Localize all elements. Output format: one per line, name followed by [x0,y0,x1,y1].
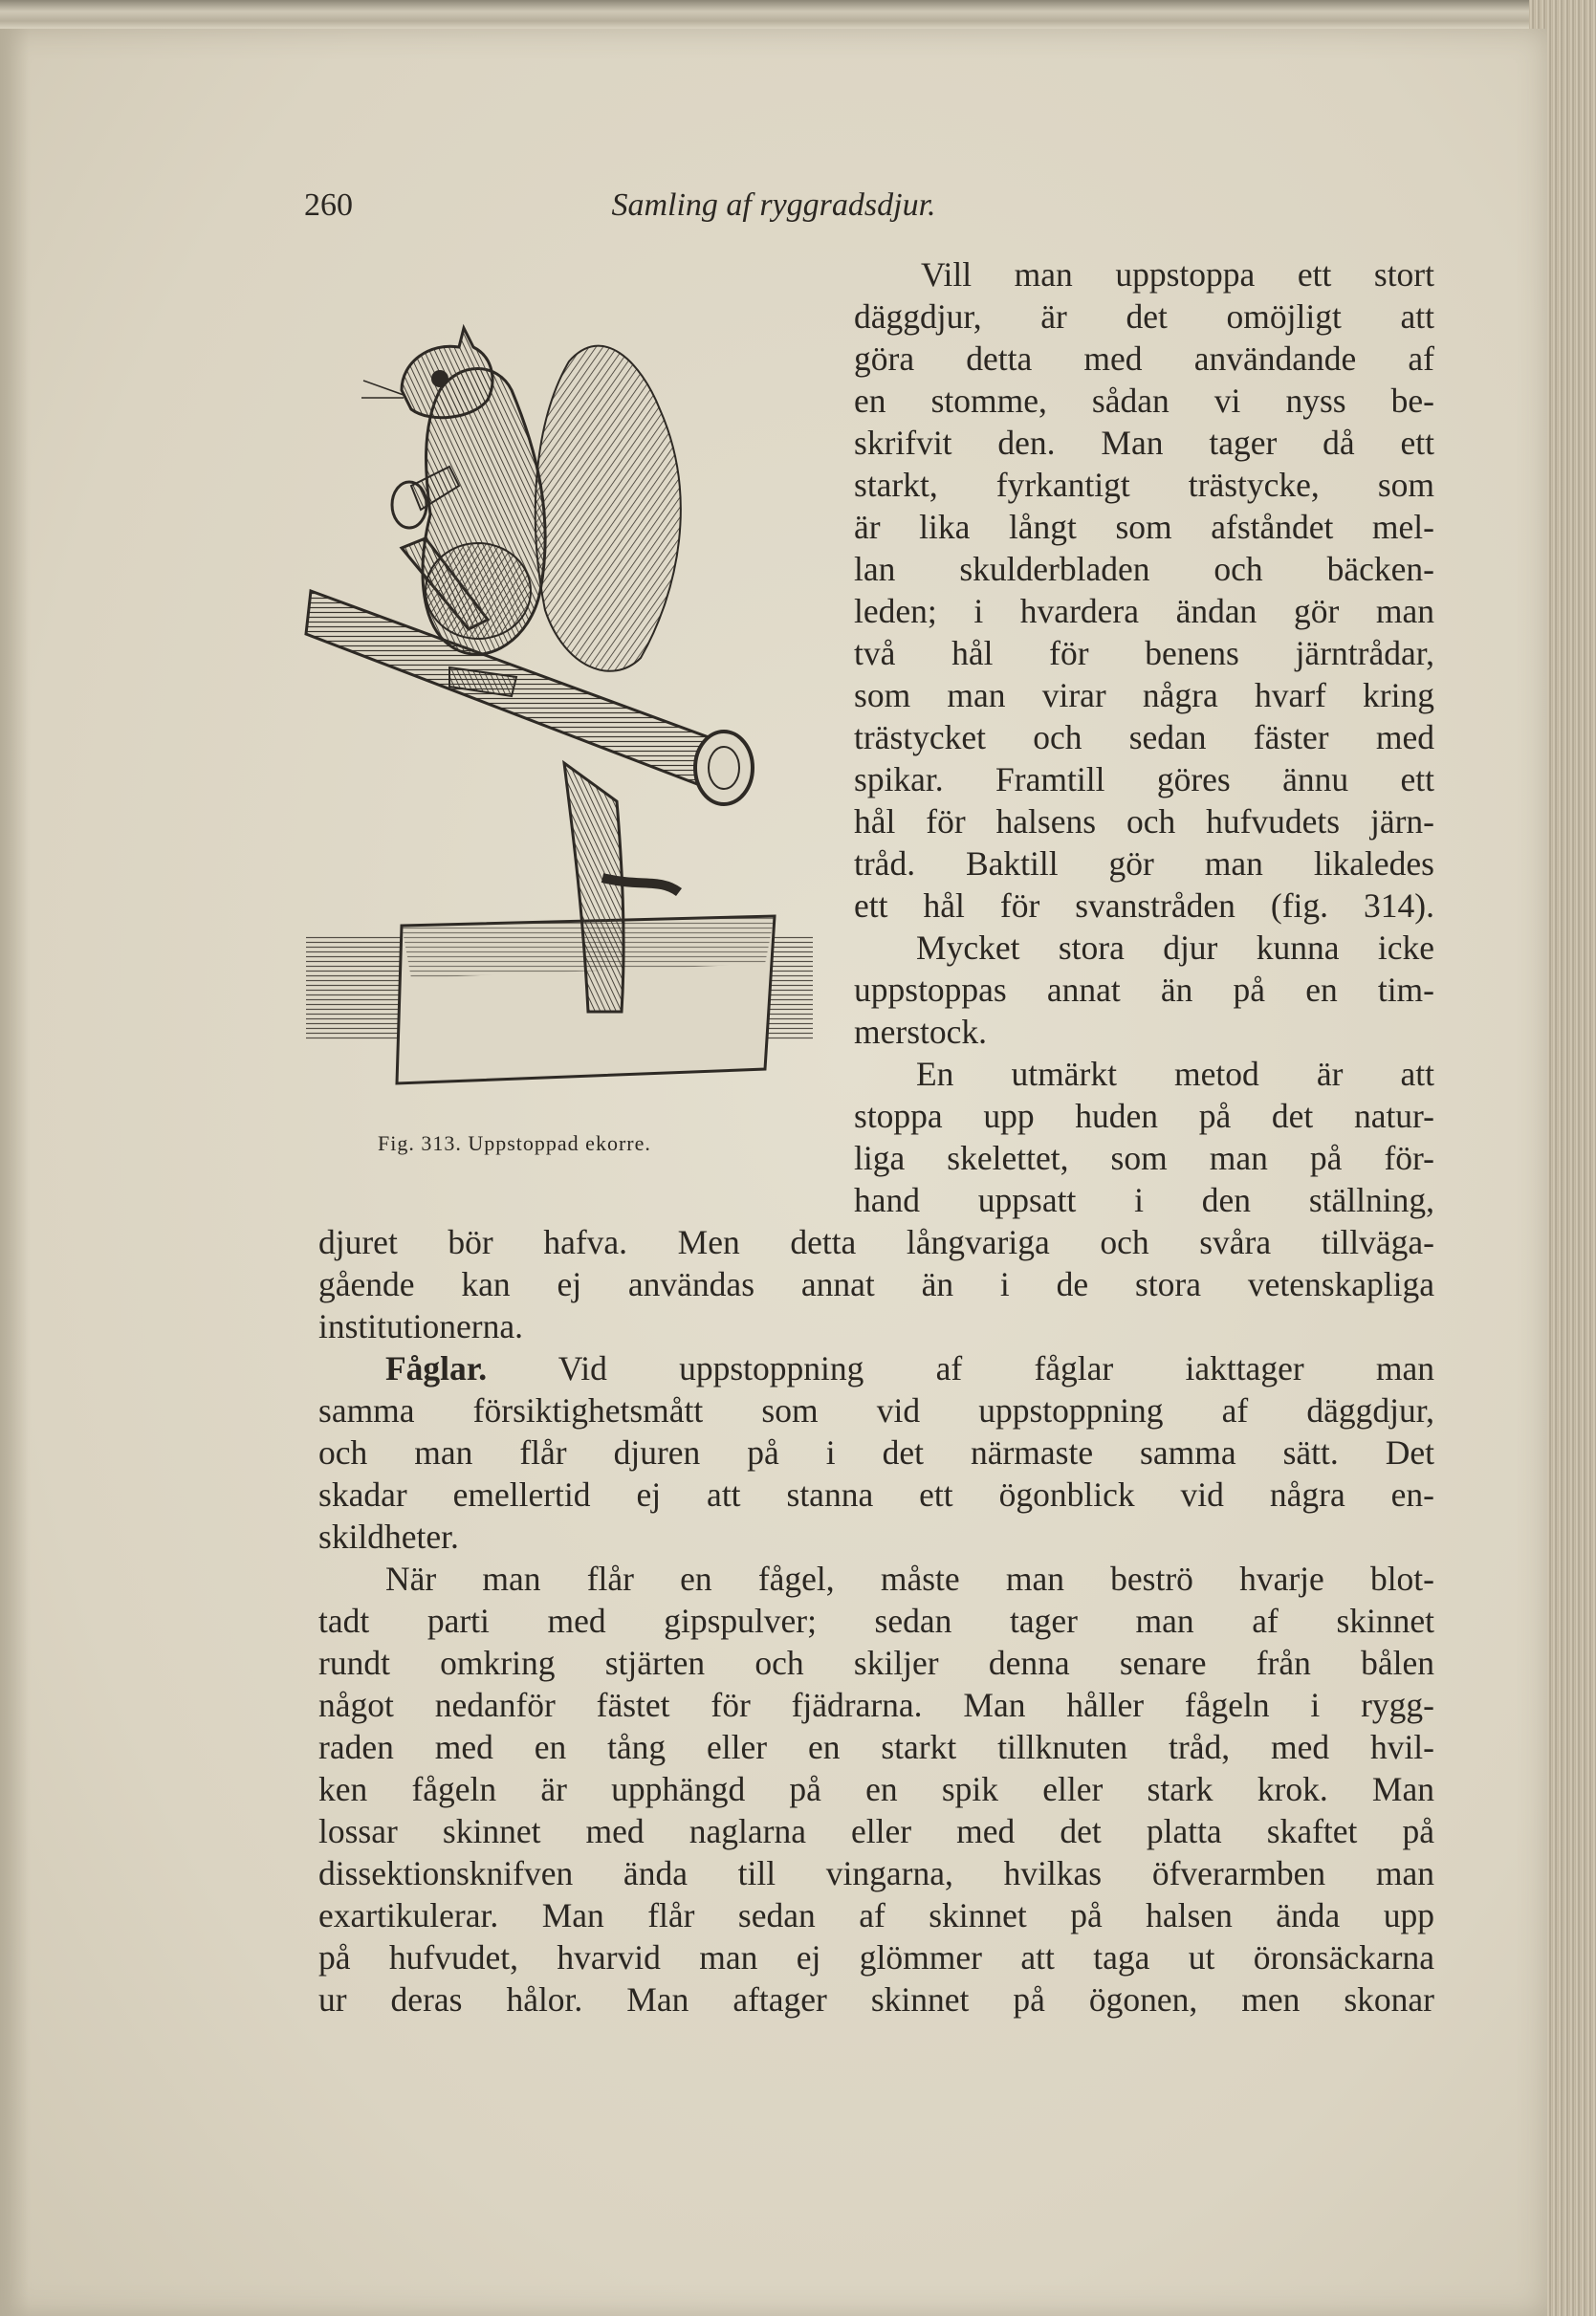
text-line: djuret bör hafva. Men detta långvariga och svåra tillväga- [318,1223,1434,1261]
text-line: raden med en tång eller en starkt tillknuten tråd, med hvil- [318,1728,1434,1766]
text-line: När man flår en fågel, måste man beströ hvarje blot- [385,1560,1434,1598]
text-line: institutionerna. [318,1307,523,1345]
text-line: tadt parti med gipspulver; sedan tager man af skinnet [318,1602,1434,1640]
text-line: rundt omkring stjärten och skiljer denna senare från bålen [318,1644,1434,1682]
text-line: lossar skinnet med naglarna eller med det platta skaftet på [318,1812,1434,1850]
running-head: Samling af ryggradsdjur. [611,187,936,223]
text-line: däggdjur, är det omöjligt att [854,297,1434,336]
text-line: spikar. Framtill göres ännu ett [854,760,1434,798]
text-line: En utmärkt metod är att [916,1055,1434,1093]
text-line: ken fågeln är upphängd på en spik eller stark krok. Man [318,1770,1434,1808]
text-line: ett hål för svanstråden (fig. 314). [854,886,1434,925]
text-line: exartikulerar. Man flår sedan af skinnet på halsen ända upp [318,1896,1434,1934]
text-line: dissektionsknifven ända till vingarna, hvilkas öfverarmben man [318,1854,1434,1892]
squirrel-figure [296,304,832,1098]
text-line: en stomme, sådan vi nyss be- [854,382,1434,420]
text-line: liga skelettet, som man på för- [854,1139,1434,1177]
text-line: leden; i hvardera ändan gör man [854,592,1434,630]
text-line: samma försiktighetsmått som vid uppstoppning af däggdjur, [318,1391,1434,1430]
text-line: gående kan ej användas annat än i de stora vetenskapliga [318,1265,1434,1303]
squirrel-on-branch-icon [296,304,832,1098]
text-line: starkt, fyrkantigt trästycke, som [854,466,1434,504]
text-line: hand uppsatt i den ställning, [854,1181,1434,1219]
text-line: lan skulderbladen och bäcken- [854,550,1434,588]
page-number: 260 [304,187,353,223]
text-line: Vill man uppstoppa ett stort [921,255,1434,294]
figure-caption: Fig. 313. Uppstoppad ekorre. [378,1131,651,1155]
section-heading-faglar: Fåglar. [385,1349,488,1387]
faglar-line [318,1347,1434,1389]
text-line: är lika långt som afståndet mel- [854,508,1434,546]
text-line: skadar emellertid ej att stanna ett ögonblick vid några en- [318,1475,1434,1514]
text-line: tråd. Baktill gör man likaledes [854,844,1434,883]
text-line: på hufvudet, hvarvid man ej glömmer att taga ut öronsäckarna [318,1938,1434,1977]
text-line: hål för halsens och hufvudets järn- [854,802,1434,841]
gutter-shadow [0,29,29,2316]
text-line: Mycket stora djur kunna icke [916,929,1434,967]
text-line: som man virar några hvarf kring [854,676,1434,714]
text-line: stoppa upp huden på det natur- [854,1097,1434,1135]
text-line: skrifvit den. Man tager då ett [854,424,1434,462]
text-line: skildheter. [318,1518,459,1556]
text-line: och man flår djuren på i det närmaste samma sätt. Det [318,1433,1434,1472]
text-line-rest: Vid uppstoppning af fåglar iakttager man [558,1349,1434,1387]
text-line: merstock. [854,1013,988,1051]
text-line: uppstoppas annat än på en tim- [854,971,1434,1009]
text-line: något nedanför fästet för fjädrarna. Man håller fågeln i rygg- [318,1686,1434,1724]
text-line: göra detta med användande af [854,339,1434,378]
text-line: två hål för benens järntrådar, [854,634,1434,672]
text-line: ur deras hålor. Man aftager skinnet på ögonen, men skonar [318,1980,1434,2019]
text-line: trästycket och sedan fäster med [854,718,1434,756]
